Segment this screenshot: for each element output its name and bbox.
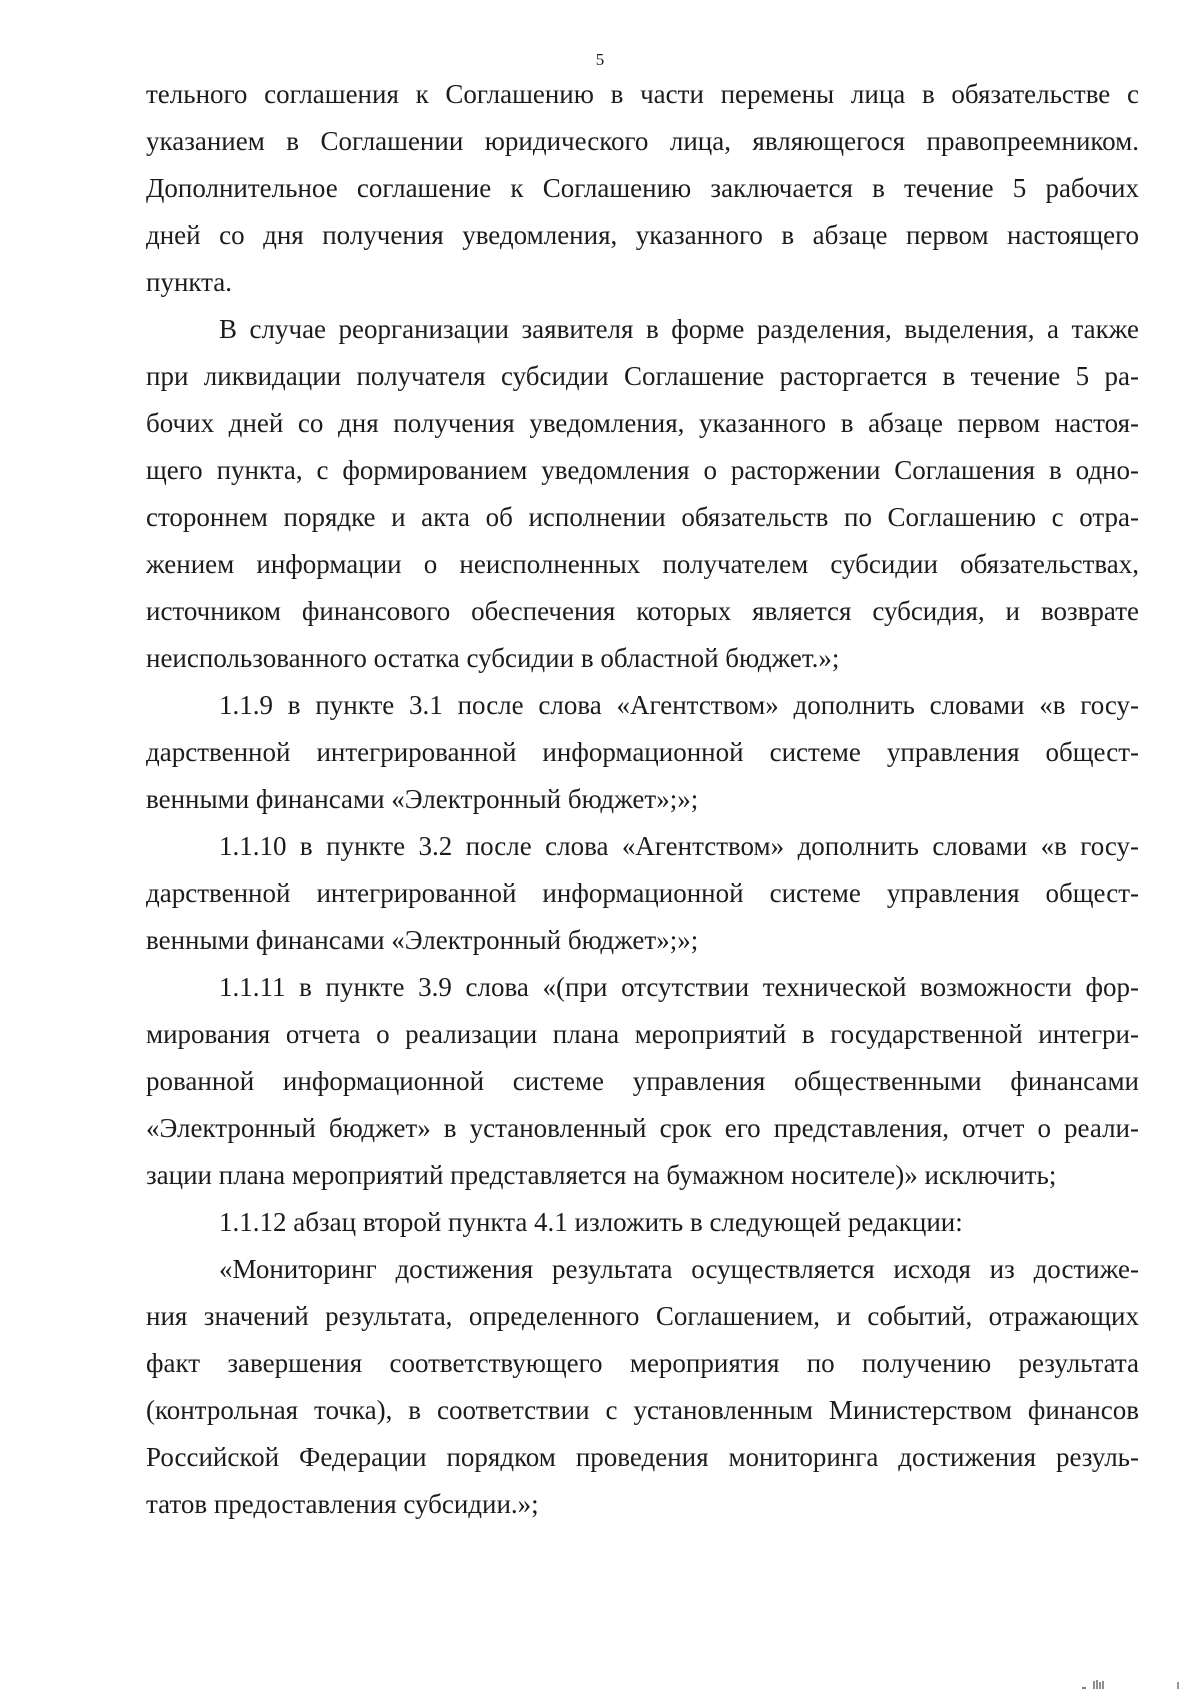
text-line: неиспользованного остатка субсидии в областной бюджет.»;: [146, 643, 840, 673]
text-line: Дополнительное соглашение к Соглашению заключается в течение 5 рабочих: [146, 173, 1139, 203]
text-line: при ликвидации получателя субсидии Соглашение расторгается в течение 5 ра-: [146, 361, 1139, 391]
paragraph: [146, 1246, 1139, 1528]
text-line: 1.1.12 абзац второй пункта 4.1 изложить в следующей редакции:: [219, 1207, 963, 1237]
text-line: дарственной интегрированной информационной системе управления общест-: [146, 737, 1139, 767]
text-line: факт завершения соответствующего мероприятия по получению результата: [146, 1348, 1139, 1378]
text-line: дней со дня получения уведомления, указанного в абзаце первом настоящего: [146, 220, 1139, 250]
text-line: источником финансового обеспечения которых является субсидия, и возврате: [146, 596, 1139, 626]
document-body: [146, 71, 1139, 1528]
text-line: стороннем порядке и акта об исполнении обязательств по Соглашению с отра-: [146, 502, 1139, 532]
paragraph: [146, 964, 1139, 1199]
text-line: татов предоставления субсидии.»;: [146, 1489, 539, 1519]
text-line: пункта.: [146, 267, 233, 297]
text-line: щего пункта, с формированием уведомления о расторжении Соглашения в одно-: [146, 455, 1139, 485]
paragraph: [146, 682, 1139, 823]
text-line: (контрольная точка), в соответствии с установленным Министерством финансов: [146, 1395, 1139, 1425]
text-line: 1.1.9 в пункте 3.1 после слова «Агентством» дополнить словами «в госу-: [219, 690, 1139, 720]
text-line: жением информации о неисполненных получателем субсидии обязательствах,: [146, 549, 1139, 579]
paragraph: [146, 1199, 1139, 1246]
text-line: тельного соглашения к Соглашению в части перемены лица в обязательстве с: [146, 79, 1139, 109]
text-line: 1.1.11 в пункте 3.9 слова «(при отсутствии технической возможности фор-: [219, 972, 1139, 1002]
text-line: указанием в Соглашении юридического лица, являющегося правопреемником.: [146, 126, 1139, 156]
text-line: венными финансами «Электронный бюджет»;»;: [146, 925, 699, 955]
text-line: 1.1.10 в пункте 3.2 после слова «Агентством» дополнить словами «в госу-: [219, 831, 1139, 861]
text-line: В случае реорганизации заявителя в форме разделения, выделения, а также: [219, 314, 1139, 344]
text-line: ния значений результата, определенного Соглашением, и событий, отражающих: [146, 1301, 1139, 1331]
text-line: венными финансами «Электронный бюджет»;»;: [146, 784, 699, 814]
text-line: Российской Федерации порядком проведения мониторинга достижения резуль-: [146, 1442, 1139, 1472]
scan-artifact-marks: [1080, 1678, 1190, 1690]
text-line: «Мониторинг достижения результата осуществляется исходя из достиже-: [219, 1254, 1139, 1284]
text-line: «Электронный бюджет» в установленный срок его представления, отчет о реали-: [146, 1113, 1139, 1143]
text-line: зации плана мероприятий представляется на бумажном носителе)» исключить;: [146, 1160, 1057, 1190]
paragraph: [146, 306, 1139, 682]
paragraph: [146, 823, 1139, 964]
text-line: бочих дней со дня получения уведомления, указанного в абзаце первом настоя-: [146, 408, 1139, 438]
text-line: мирования отчета о реализации плана мероприятий в государственной интегри-: [146, 1019, 1139, 1049]
text-line: рованной информационной системе управления общественными финансами: [146, 1066, 1139, 1096]
text-line: дарственной интегрированной информационной системе управления общест-: [146, 878, 1139, 908]
paragraph: [146, 71, 1139, 306]
page-number: 5: [595, 50, 605, 69]
